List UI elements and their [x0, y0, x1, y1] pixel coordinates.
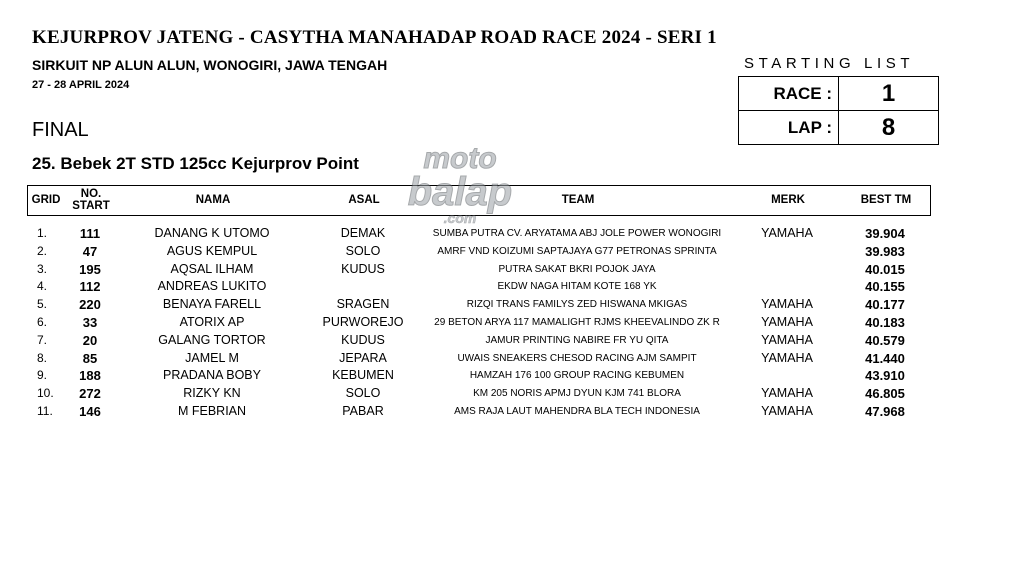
- start-number: 112: [79, 279, 101, 295]
- best-time: 40.177: [865, 297, 905, 313]
- table-row: [27, 403, 931, 421]
- rider-origin: JEPARA: [339, 350, 387, 365]
- rider-origin: SRAGEN: [336, 297, 390, 312]
- bike-brand: [749, 367, 825, 385]
- bike-brand: YAMAHA: [761, 332, 813, 347]
- rider-name: ANDREAS LUKITO: [157, 279, 267, 294]
- race-label: RACE :: [739, 77, 839, 111]
- team-name: KM 205 NORIS APMJ DYUN KJM 741 BLORA: [473, 388, 681, 400]
- rider-name: DANANG K UTOMO: [154, 226, 270, 240]
- col-asal: ASAL: [348, 194, 380, 206]
- watermark-line2: balap: [407, 170, 513, 214]
- watermark-line1: moto: [423, 142, 497, 175]
- grid-position: 10.: [37, 386, 54, 401]
- team-name: AMS RAJA LAUT MAHENDRA BLA TECH INDONESIA: [454, 405, 700, 417]
- best-time: 46.805: [865, 386, 905, 402]
- bike-brand: YAMAHA: [761, 386, 813, 401]
- event-dates: 27 - 28 APRIL 2024: [32, 79, 130, 91]
- start-number: 47: [82, 243, 98, 259]
- rider-origin: PABAR: [342, 403, 384, 418]
- team-name: PUTRA SAKAT BKRI POJOK JAYA: [498, 263, 656, 275]
- team-name: HAMZAH 176 100 GROUP RACING KEBUMEN: [469, 370, 685, 382]
- col-no-start-line1: NO.: [80, 188, 102, 200]
- best-time: 47.968: [865, 403, 905, 419]
- team-name: UWAIS SNEAKERS CHESOD RACING AJM SAMPIT: [457, 352, 697, 364]
- rider-origin: KUDUS: [341, 261, 385, 276]
- start-number: 85: [82, 350, 98, 366]
- rider-name: M FEBRIAN: [177, 403, 247, 418]
- col-team: TEAM: [561, 194, 595, 206]
- race-lap-box: [738, 76, 939, 145]
- rider-name: GALANG TORTOR: [158, 332, 266, 347]
- grid-position: 11.: [37, 403, 53, 418]
- table-row: [27, 385, 931, 403]
- table-row: [27, 261, 931, 279]
- col-nama: NAMA: [195, 194, 231, 206]
- class-title: 25. Bebek 2T STD 125cc Kejurprov Point: [32, 154, 359, 173]
- best-time: 39.904: [865, 226, 905, 241]
- table-row: [27, 225, 931, 243]
- table-row: [27, 332, 931, 350]
- rider-name: AQSAL ILHAM: [170, 261, 254, 276]
- bike-brand: [749, 261, 825, 279]
- team-name: JAMUR PRINTING NABIRE FR YU QITA: [485, 334, 669, 346]
- team-name: RIZQI TRANS FAMILYS ZED HISWANA MKIGAS: [466, 299, 688, 311]
- start-number: 188: [79, 368, 101, 384]
- bike-brand: YAMAHA: [761, 297, 813, 312]
- table-row: [27, 314, 931, 332]
- table-row: [27, 243, 931, 261]
- table-row: [27, 278, 931, 296]
- start-number: 33: [82, 314, 98, 330]
- event-title: KEJURPROV JATENG - CASYTHA MANAHADAP ROAD RACE 2024 - SERI 1: [32, 27, 717, 48]
- start-number: 111: [79, 226, 101, 241]
- team-name: AMRF VND KOIZUMI SAPTAJAYA G77 PETRONAS SPRINTA: [437, 245, 717, 257]
- grid-position: 5.: [37, 297, 48, 312]
- start-number: 20: [82, 332, 98, 348]
- rider-origin: SOLO: [345, 243, 381, 258]
- starting-grid-table: [27, 225, 931, 421]
- col-best-tm: BEST TM: [860, 194, 912, 206]
- rider-name: AGUS KEMPUL: [166, 243, 258, 258]
- grid-position: 9.: [37, 368, 48, 383]
- table-header: [27, 185, 931, 216]
- col-merk: MERK: [771, 194, 805, 206]
- rider-name: JAMEL M: [185, 350, 239, 365]
- best-time: 39.983: [865, 243, 905, 259]
- starting-list-label: STARTING LIST: [744, 55, 915, 72]
- best-time: 41.440: [865, 350, 905, 366]
- venue: SIRKUIT NP ALUN ALUN, WONOGIRI, JAWA TENGAH: [32, 57, 388, 73]
- grid-position: 7.: [37, 332, 48, 347]
- rider-origin: PURWOREJO: [322, 314, 404, 329]
- race-value: 1: [839, 77, 939, 111]
- bike-brand: [749, 278, 825, 296]
- bike-brand: YAMAHA: [761, 403, 813, 418]
- best-time: 43.910: [865, 368, 905, 384]
- bike-brand: YAMAHA: [761, 226, 813, 240]
- grid-position: 1.: [37, 226, 48, 240]
- team-name: EKDW NAGA HITAM KOTE 168 YK: [497, 281, 657, 293]
- rider-origin: DEMAK: [340, 226, 386, 240]
- table-row: [27, 350, 931, 368]
- rider-name: RIZKY KN: [183, 386, 241, 401]
- start-number: 220: [79, 297, 101, 313]
- grid-position: 4.: [37, 279, 48, 294]
- rider-origin: SOLO: [345, 386, 381, 401]
- rider-name: PRADANA BOBY: [163, 368, 261, 383]
- bike-brand: YAMAHA: [761, 350, 813, 365]
- best-time: 40.579: [865, 332, 905, 348]
- rider-origin: KUDUS: [341, 332, 385, 347]
- table-row: [27, 367, 931, 385]
- watermark-line3: .com: [443, 210, 477, 226]
- bike-brand: YAMAHA: [761, 314, 813, 329]
- rider-name: BENAYA FARELL: [162, 297, 262, 312]
- table-row: [27, 296, 931, 314]
- start-number: 195: [79, 261, 101, 277]
- lap-value: 8: [839, 111, 939, 145]
- col-grid: GRID: [31, 194, 61, 206]
- grid-position: 3.: [37, 261, 48, 276]
- rider-name: ATORIX AP: [179, 314, 245, 329]
- start-number: 146: [79, 403, 101, 419]
- start-number: 272: [79, 386, 101, 402]
- lap-label: LAP :: [739, 111, 839, 145]
- grid-position: 6.: [37, 314, 48, 329]
- bike-brand: [749, 243, 825, 261]
- rider-origin: [313, 278, 413, 296]
- col-no-start-line2: START: [72, 200, 110, 212]
- col-no-start: [68, 186, 114, 214]
- rider-origin: KEBUMEN: [332, 368, 394, 383]
- best-time: 40.015: [865, 261, 905, 277]
- grid-position: 8.: [37, 350, 48, 365]
- best-time: 40.183: [865, 314, 905, 330]
- team-name: SUMBA PUTRA CV. ARYATAMA ABJ JOLE POWER WONOGIRI: [432, 228, 722, 239]
- best-time: 40.155: [865, 279, 905, 295]
- grid-position: 2.: [37, 243, 48, 258]
- session-label: FINAL: [32, 119, 89, 141]
- team-name: 29 BETON ARYA 117 MAMALIGHT RJMS KHEEVALINDO ZK R: [434, 316, 720, 328]
